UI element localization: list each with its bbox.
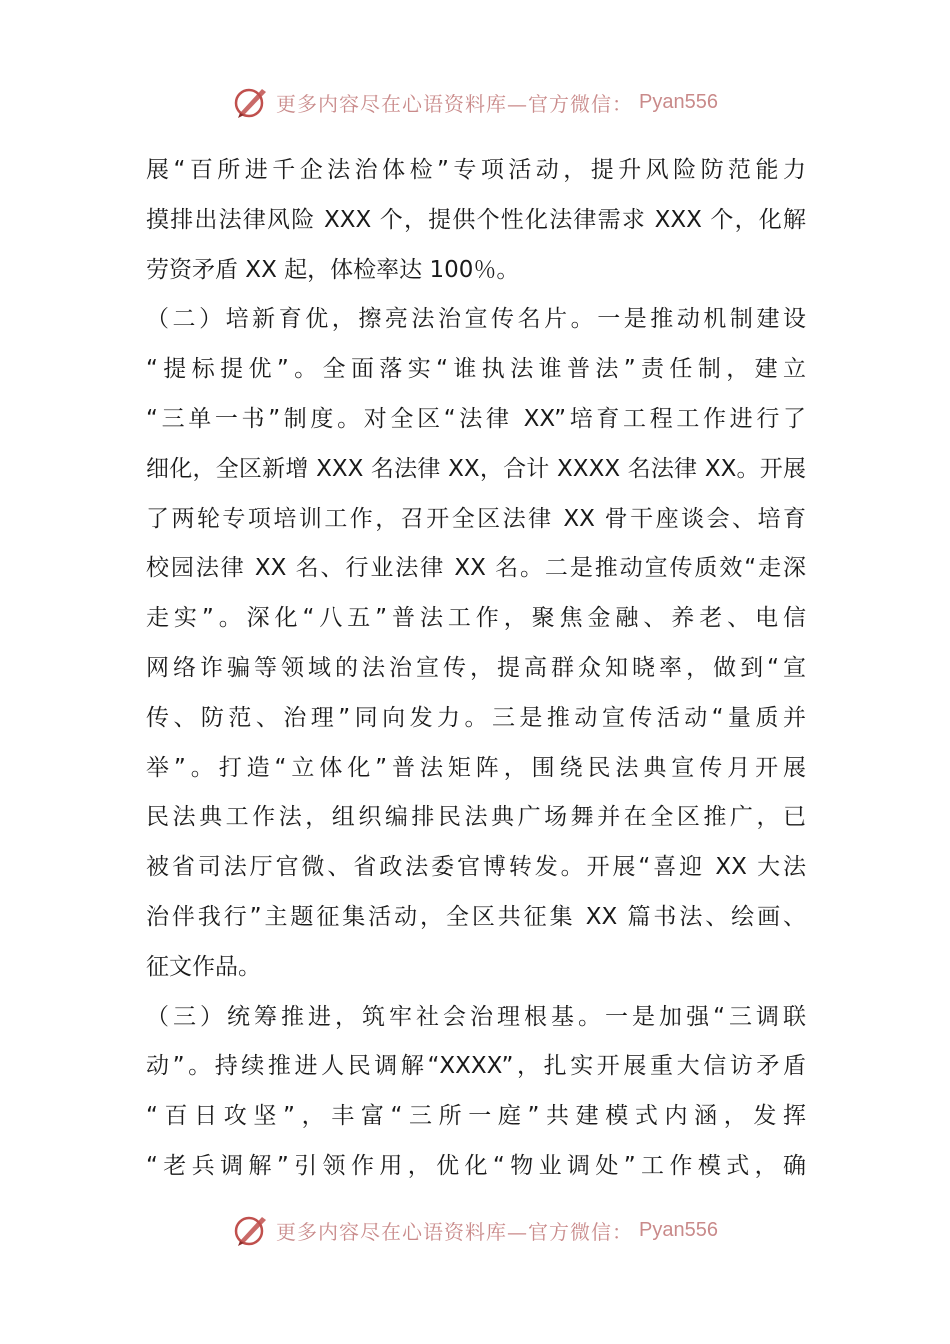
banner-slogan: 更多内容尽在心语资料库—官方微信： [276,91,634,116]
text-line: 网络诈骗等领域的法治宣传，提高群众知晓率，做到“宣 [146,654,806,681]
pen-in-circle-icon [232,83,270,121]
text-line: 被省司法厅官微、省政法委官博转发。开展“喜迎 XX 大法 [146,854,806,881]
text-line: 摸排出法律风险 XXX 个，提供个性化法律需求 XXX 个，化解 [146,206,806,233]
text-line: （二）培新育优，擦亮法治宣传名片。一是推动机制建设 [146,306,806,333]
banner-wechat-id: Pyan556 [639,90,718,113]
banner-wechat-id: Pyan556 [639,1218,718,1241]
text-line: 举”。打造“立体化”普法矩阵，围绕民法典宣传月开展 [146,754,806,781]
header-banner [0,82,950,122]
text-line: “百日攻坚”，丰富“三所一庭”共建模式内涵，发挥 [146,1103,806,1130]
footer-banner [0,1210,950,1250]
text-line: 展“百所进千企法治体检”专项活动，提升风险防范能力 [146,157,806,183]
text-line: 征文作品。 [146,953,261,980]
banner-slogan: 更多内容尽在心语资料库—官方微信： [276,1219,634,1244]
text-line: 校园法律 XX 名、行业法律 XX 名。二是推动宣传质效“走深 [146,555,806,582]
text-line: “三单一书”制度。对全区“法律 XX”培育工程工作进行了 [146,405,806,432]
text-line: “提标提优”。全面落实“谁执法谁普法”责任制，建立 [146,356,806,383]
document-body [146,146,806,1192]
text-line: “老兵调解”引领作用，优化“物业调处”工作模式，确 [146,1152,806,1179]
pen-in-circle-icon [232,1211,270,1249]
text-line: 治伴我行”主题征集活动，全区共征集 XX 篇书法、绘画、 [146,903,806,930]
text-line: 了两轮专项培训工作，召开全区法律 XX 骨干座谈会、培育 [146,505,806,532]
text-line: 传、防范、治理”同向发力。三是推动宣传活动“量质并 [146,704,806,731]
text-line: 劳资矛盾 XX 起，体检率达 100％。 [146,256,520,283]
text-line: 细化，全区新增 XXX 名法律 XX，合计 XXXX 名法律 XX。开展 [146,455,806,482]
text-line: 走实”。深化“八五”普法工作，聚焦金融、养老、电信 [146,605,806,632]
text-line: 民法典工作法，组织编排民法典广场舞并在全区推广，已 [146,804,806,831]
text-line: （三）统筹推进，筑牢社会治理根基。一是加强“三调联 [146,1003,806,1030]
text-line: 动”。持续推进人民调解“XXXX”，扎实开展重大信访矛盾 [146,1053,806,1080]
